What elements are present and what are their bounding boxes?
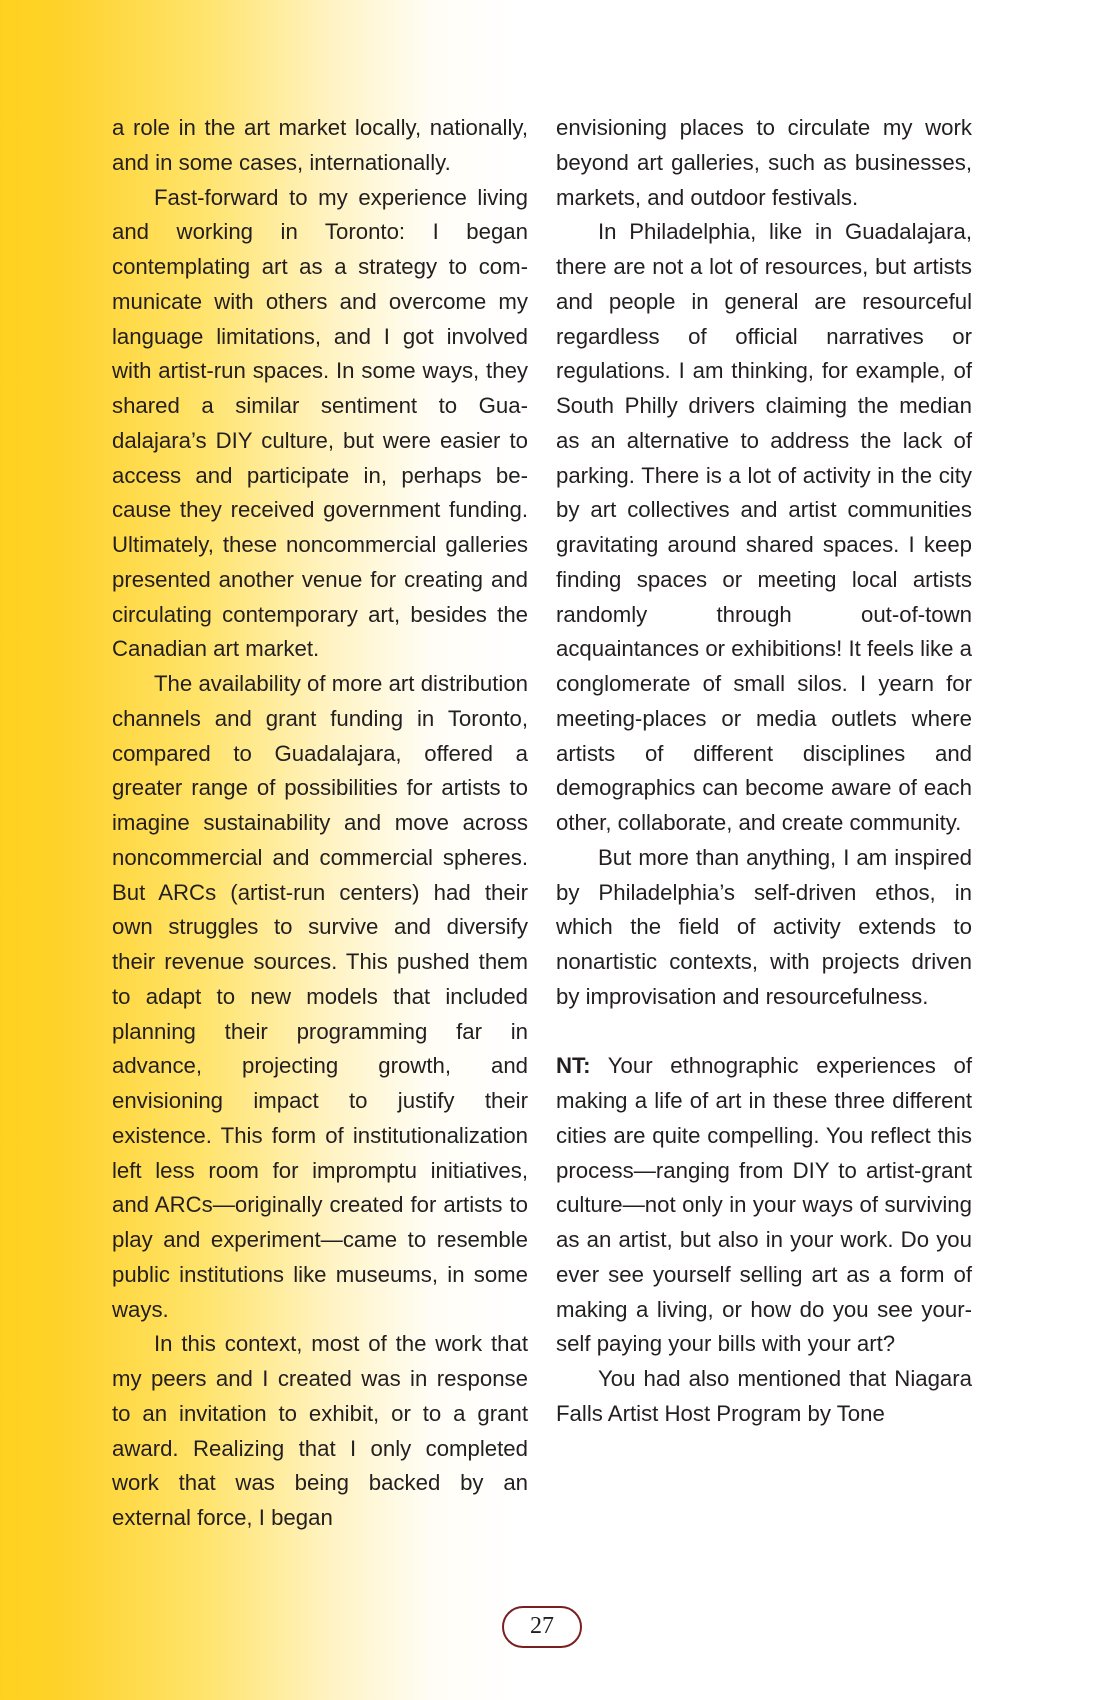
page-number: 27: [502, 1606, 582, 1648]
paragraph: envisioning places to circulate my work beyond art galleries, such as businesses, markets, and outdoor festivals.: [556, 115, 972, 210]
question-paragraph: [556, 1049, 972, 1362]
paragraph: The availability of more art distribution channels and grant funding in Toronto, compared to Guadalajara, offered a greater range of possibilities for artists to imagine sustainability and move across noncommercial and commercial spheres. But ARCs (artist-run centers) had their own struggles to survive and diversify their revenue sources. This pushed them to adapt to new models that included planning their programming far in advance, projecting growth, and envisioning impact to justify their existence. This form of institutionalization left less room for impromptu initiatives, and ARCs—originally created for artists to play and experiment—came to resemble public institutions like museums, in some ways.: [112, 671, 528, 1322]
speaker-label: NT:: [556, 1053, 591, 1079]
paragraph: But more than anything, I am inspired by Philadelphia’s self-driven ethos, in which the field of activity extends to nonartistic contexts, with projects driven by improvisation and resourcefulness.: [556, 844, 972, 1009]
paragraph: a role in the art market locally, nationally, and in some cases, internationally.: [112, 115, 528, 175]
paragraph: In this context, most of the work that my peers and I created was in response to an invitation to exhibit, or to a grant award. Realizing that I only completed work that was being backed by an external force, I began: [112, 1331, 528, 1530]
paragraph: In Philadelphia, like in Guadalajara, there are not a lot of resources, but artists and people in general are resourceful regardless of official narratives or regulations. I am thinking, for example, of South Philly drivers claiming the median as an alternative to address the lack of parking. There is a lot of activity in the city by art collectives and artist communities gravitating around shared spaces. I keep finding spaces or meeting local artists randomly through out-of-town acquaintances or exhibitions! It feels like a conglomerate of small silos. I yearn for meeting-places or media outlets where artists of different disciplines and demographics can become aware of each other, collaborate, and create community.: [556, 219, 972, 835]
question-text: Your ethnographic experiences of making a life of art in these three different cities are quite compelling. You reflect this process—ranging from DIY to artist-grant culture—not only in your ways of surviving as an artist, but also in your work. Do you ever see yourself selling art as a form of making a living, or how do you see yourself paying your bills with your art?: [556, 1053, 972, 1357]
paragraph: You had also mentioned that Niagara Falls Artist Host Program by Tone: [556, 1366, 972, 1426]
paragraph: Fast-forward to my experience living and working in Toronto: I began contemplating art as a strategy to communicate with others and overcome my language limitations, and I got involved with artist-run spaces. In some ways, they shared a similar sentiment to Guadalajara’s DIY culture, but were easier to access and participate in, perhaps because they received government funding. Ultimately, these noncommercial galleries presented another venue for creating and circulating contemporary art, besides the Canadian art market.: [112, 184, 528, 662]
right-column: [556, 111, 972, 1432]
left-column: [112, 111, 528, 1536]
